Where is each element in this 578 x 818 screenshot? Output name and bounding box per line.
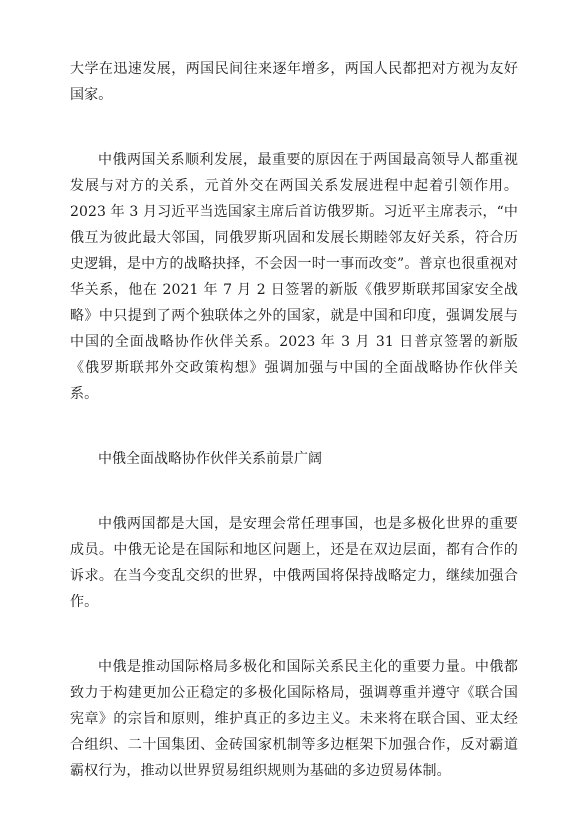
paragraph-3: 中俄两国都是大国，是安理会常任理事国，也是多极化世界的重要成员。中俄无论是在国际和地区问题上，还是在双边层面，都有合作的诉求。在当今变乱交织的世界，中俄两国将保持战略定力，继续加强合作。 [70,516,518,610]
paragraph-4: 中俄是推动国际格局多极化和国际关系民主化的重要力量。中俄都致力于构建更加公正稳定的多极化国际格局，强调尊重并遵守《联合国宪章》的宗旨和原则，维护真正的多边主义。未来将在联合国、亚太经合组织、二十国集团、金砖国家机制等多边框架下加强合作，反对霸道霸权行为，推动以世界贸易组织规则为基础的多边贸易体制。 [70,659,518,779]
paragraph-gap [70,108,518,147]
paragraph-gap [70,407,518,446]
article-body [70,56,518,784]
paragraph-gap [70,472,518,511]
paragraph-1: 大学在迅速发展，两国民间往来逐年增多，两国人民都把对方视为友好国家。 [70,61,518,103]
paragraph-2: 中俄两国关系顺利发展，最重要的原因在于两国最高领导人都重视发展与对方的关系，元首外交在两国关系发展进程中起着引领作用。2023 年 3 月习近平当选国家主席后首访俄罗斯。习近平主席表示，“中俄互为彼此最大邻国，同俄罗斯巩固和发展长期睦邻友好关系，符合历史逻辑，是中方的战略抉择，不会因一时一事而改变”。普京也很重视对华关系，他在 2021 年 7 月 2 日签署的新版《俄罗斯联邦国家安全战略》中只提到了两个独联体之外的国家，就是中国和印度，强调发展与中国的全面战略协作伙伴关系。2023 年 3 月 31 日普京签署的新版《俄罗斯联邦外交政策构想》强调加强与中国的全面战略协作伙伴关系。 [70,152,518,402]
paragraph-gap [70,615,518,654]
section-heading: 中俄全面战略协作伙伴关系前景广阔 [98,451,322,467]
